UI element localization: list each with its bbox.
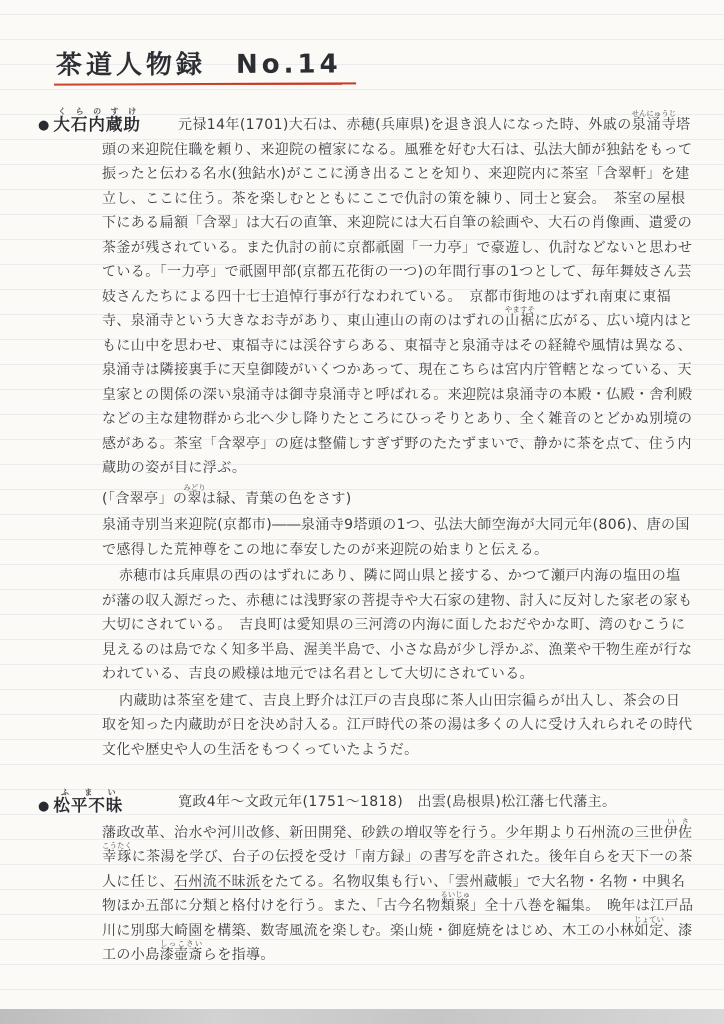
- section-heading: [38, 788, 123, 816]
- text-run: をたてる。名物収集も行い、「雲州蔵帳」で大名物・名物・中興名物ほか五部に分類と格付けを行う。また、「古今名物: [102, 873, 686, 914]
- paragraph: [102, 817, 694, 968]
- text-run: 」全十八巻を編集。 晩年は江戸品川に別邸大崎園を構築、数寄風流を楽しむ。楽山焼・御庭焼をはじめ、木工の小林: [102, 898, 694, 939]
- text-run: らを指導。: [202, 947, 275, 963]
- text-run: (「含翠亭」の: [102, 490, 188, 507]
- section: [38, 109, 694, 762]
- scan-bottom-edge: [0, 1009, 724, 1024]
- page-title: 茶道人物録 No.14: [54, 43, 356, 85]
- furigana: しっこさい: [159, 939, 203, 948]
- section-body: [102, 109, 694, 762]
- ruby-text: 類聚るいじゅ: [440, 890, 471, 914]
- bullet-icon: ●: [38, 799, 51, 814]
- text-run: に茶湯を学び、台子の伝授を受け「南方録」の書写を許された。後年自らを天下一の茶人に任じ、: [102, 849, 693, 890]
- sections: [38, 109, 694, 968]
- bullet-icon: ●: [38, 118, 51, 133]
- paragraph: [102, 109, 694, 481]
- ruby-text: 幸琢こうたく: [102, 841, 132, 865]
- title-area: [54, 44, 694, 85]
- text-run: 塔頭の来迎院住職を頼り、来迎院の檀家になる。風雅を好む大石は、弘法大師が独鈷をもって振ったと伝わる名水(独鈷水)がここに湧き出ることを知り、来迎院内に茶室「含翠軒」を建立し、ここに住う。茶を楽しむとともにここで仇討の策を練り、同士と宴会。 茶室の屋根下にある扁額「含翠」は大石の直筆、来迎院には大石自筆の絵画や、大石の肖像画、遺愛の茶釜が残されている。また仇討の前に京都祇園「一力亭」で豪遊し、仇討などないと思わせている。「一力亭」で祇園甲部(京都五花街の一つ)の年間行事の1つとして、毎年舞妓さん芸妓さんたちによる四十七士追悼行事が行なわれている。 京都市街地のはずれ南東に東福寺、泉涌寺という大きなお寺があり、東山連山の南のはずれの: [102, 117, 693, 329]
- section-heading: [38, 107, 141, 135]
- section-title: 大石内蔵助くらのすけ: [53, 107, 141, 134]
- furigana: みどり: [183, 482, 206, 492]
- furigana: やますそ: [504, 305, 535, 314]
- furigana: いさ: [663, 816, 693, 826]
- furigana: じょてい: [633, 914, 664, 924]
- heading-furigana: くらのすけ: [53, 107, 141, 116]
- paragraph: [102, 689, 694, 763]
- paragraph: [102, 564, 694, 687]
- section-body: [102, 790, 694, 968]
- heading-furigana: ふまい: [53, 788, 124, 797]
- furigana: せんにゅうじ: [631, 109, 677, 118]
- ruby-text: 伊佐いさ: [663, 816, 693, 841]
- ruby-text: 山裾やますそ: [504, 305, 535, 329]
- text-run: 藩政改革、治水や河川改修、新田開発、砂鉄の増収等を行う。少年期より石州流の三世: [102, 824, 664, 841]
- text-run: 寛政4年～文政元年(1751～1818) 出雲(島根県)松江藩七代藩主。: [178, 794, 617, 810]
- ruby-text: 泉涌寺せんにゅうじ: [631, 109, 677, 133]
- paragraph: [102, 513, 694, 562]
- paragraph: [102, 483, 694, 512]
- ruby-text: 翠みどり: [183, 482, 206, 507]
- paragraph: [102, 790, 694, 815]
- section-title: 松平不昧ふまい: [53, 788, 124, 815]
- furigana: るいじゅ: [440, 890, 471, 899]
- ruby-text: 漆壺斎しっこさい: [159, 939, 203, 963]
- text-run: 内蔵助は茶室を建て、吉良上野介は江戸の吉良邸に茶人山田宗徧らが出入し、茶会の日取を知った内蔵助が日を決め討入る。江戸時代の茶の湯は多くの人に受け入れられその時代文化や歴史や人の生活をもつくっていたようだ。: [102, 692, 693, 758]
- text-run: 赤穂市は兵庫県の西のはずれにあり、隣に岡山県と接する、かつて瀬戸内海の塩田の塩が藩の収入源だった、赤穂には浅野家の菩提寺や大石家の建物、討入に反対した家老の家も大切にされている。 吉良町は愛知県の三河湾の内海に面したおだやかな町、湾のむこうに見えるのは島でなく知多半島、渥美半島で、小さな島が少し浮かぶ、漁業や干物生産が行なわれている、吉良の殿様は地元では名君として大切にされている。: [102, 568, 693, 682]
- text-run: 、漆工の小島: [102, 922, 693, 963]
- text-run: に広がる、広い境内はともに山中を思わせ、東福寺には渓谷すらある、東福寺と泉涌寺はその経緯や風情は異なる、泉涌寺は隣接裏手に天皇御陵がいくつかあって、現在こちらは宮内庁管轄となっている、天皇家との関係の深い泉涌寺は御寺泉涌寺と呼ばれる。来迎院は泉涌寺の本殿・仏殿・舎利殿などの主な建物群から北へ少し降りたところにひっそりとあり、全く雑音のとどかぬ別境の感がある。茶室「含翠亭」の庭は整備しすぎず野のたたずまいで、静かに茶を点て、住う内蔵助の姿が目に浮ぶ。: [102, 313, 694, 476]
- text-run: 元禄14年(1701)大石は、赤穂(兵庫県)を退き浪人になった時、外戚の: [178, 117, 632, 133]
- text-run: 泉涌寺別当来迎院(京都市)――泉涌寺9塔頭の1つ、弘法大師空海が大同元年(806)、唐の国で感得した荒神尊をこの地に奉安したのが来迎院の始まりと伝える。: [102, 517, 690, 558]
- furigana: こうたく: [102, 841, 132, 850]
- text-run: は緑、青葉の色をさす): [201, 490, 352, 507]
- text-run: 石州流不昧派: [174, 873, 261, 890]
- section: [38, 790, 694, 968]
- ruby-text: 如定じょてい: [633, 914, 664, 939]
